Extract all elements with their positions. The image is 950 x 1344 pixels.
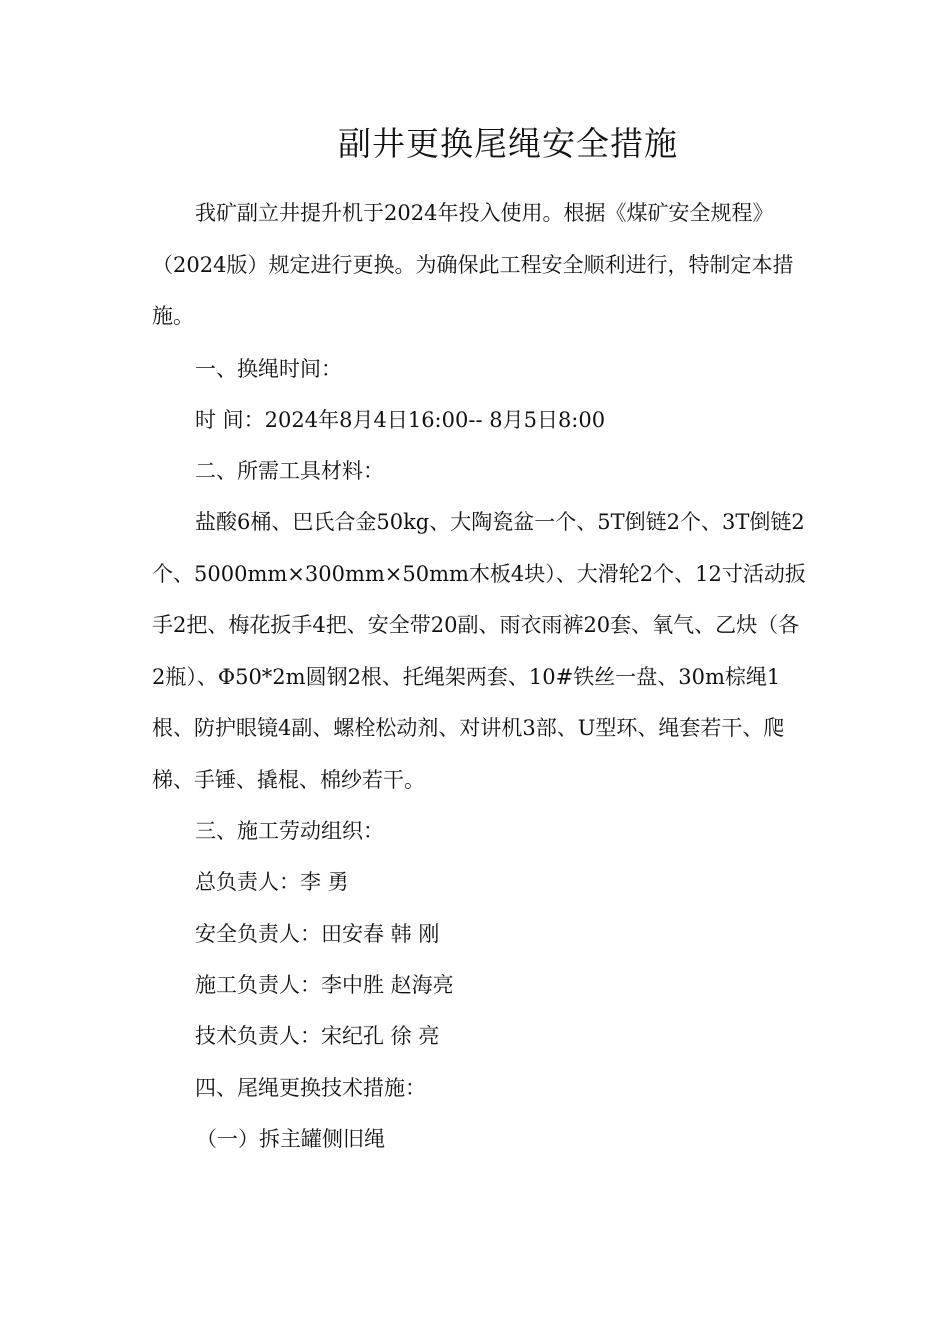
intro-paragraph: 我矿副立井提升机于2024年投入使用。根据《煤矿安全规程》（2024版）规定进行更换。为确保此工程安全顺利进行，特制定本措施。 <box>152 201 794 328</box>
section-1-time: 时 间：2024年8月4日16:00-- 8月5日8:00 <box>195 408 606 432</box>
section-2-heading: 二、所需工具材料： <box>195 459 384 483</box>
section-3-construction: 施工负责人：李中胜 赵海亮 <box>195 973 454 997</box>
section-4-heading: 四、尾绳更换技术措施： <box>195 1076 426 1100</box>
section-3-heading: 三、施工劳动组织： <box>195 819 384 843</box>
section-3-lead: 总负责人：李 勇 <box>195 870 349 894</box>
section-1-heading: 一、换绳时间： <box>195 357 342 381</box>
section-4-sub-1: （一）拆主罐侧旧绳 <box>196 1127 385 1151</box>
section-3-safety: 安全负责人：田安春 韩 刚 <box>195 922 440 946</box>
document-title: 副井更换尾绳安全措施 <box>338 124 678 163</box>
section-2-materials: 盐酸6桶、巴氏合金50kg、大陶瓷盆一个、5T倒链2个、3T倒链2个、5000mm×300mm×50mm木板4块）、大滑轮2个、12寸活动扳手2把、梅花扳手4把、安全带20副、雨衣雨裤20套、氧气、乙炔（各2瓶）、Φ50*2m圆钢2根、托绳架两套、10#铁丝一盘、30m棕绳1根、防护眼镜4副、螺栓松动剂、对讲机3部、U型环、绳套若干、爬梯、手锤、撬棍、棉纱若干。 <box>152 510 806 792</box>
section-3-technical: 技术负责人：宋纪孔 徐 亮 <box>195 1024 440 1048</box>
